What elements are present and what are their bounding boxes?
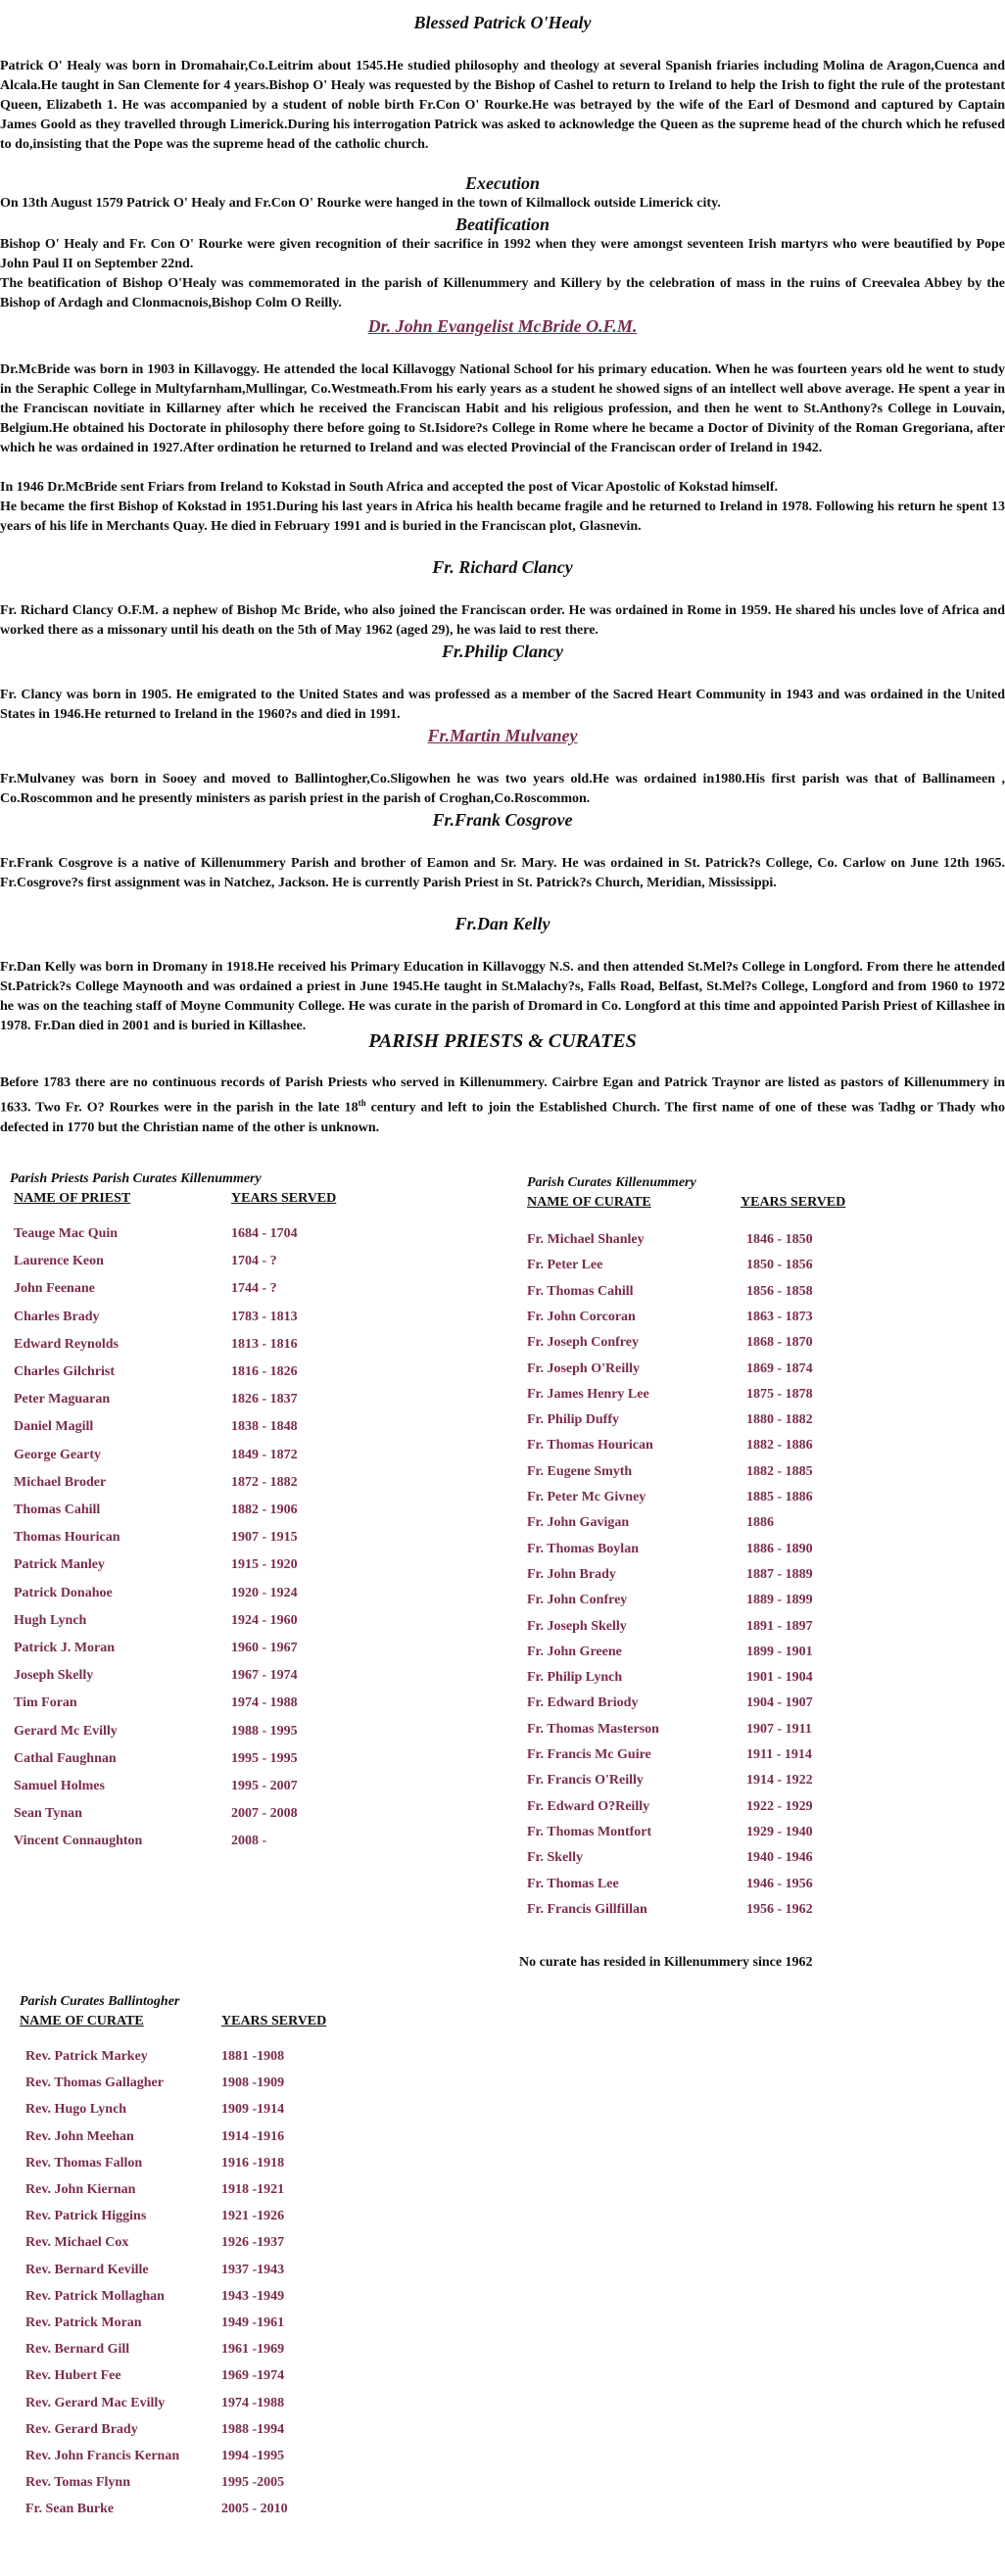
table-row-name: Fr. John Greene — [527, 1644, 622, 1659]
table-row-years: 1969 -1974 — [221, 2368, 285, 2384]
table-row-name: Teauge Mac Quin — [14, 1226, 119, 1241]
table-row-years: 1967 - 1974 — [231, 1668, 298, 1684]
mcbride-body-2: In 1946 Dr.McBride sent Friars from Ireland to Kokstad in South Africa and accepted the post of Vicar Apostolic of Kokstad himself. — [0, 480, 778, 495]
table-row-years: 1838 - 1848 — [231, 1419, 298, 1435]
table-row-name: Fr. Joseph O'Reilly — [527, 1360, 640, 1376]
table-row-name: Rev. Bernard Gill — [25, 2342, 130, 2358]
table-row-name: Tim Foran — [14, 1695, 77, 1711]
table-row-years: 1911 - 1914 — [746, 1747, 812, 1762]
table-row-name: Gerard Mc Evilly — [14, 1723, 118, 1739]
table-row-years: 1961 -1969 — [221, 2342, 285, 2358]
table-row-years: 1909 -1914 — [221, 2102, 285, 2118]
table-row-name: Joseph Skelly — [14, 1668, 94, 1684]
table-row-name: Fr. Thomas Cahill — [527, 1283, 634, 1299]
curates-col-years: YEARS SERVED — [741, 1195, 846, 1210]
table-row-years: 1783 - 1813 — [231, 1309, 298, 1324]
table-row-years: 1922 - 1929 — [746, 1798, 813, 1814]
table-row-years: 2008 - — [231, 1834, 267, 1849]
table-row-years: 1940 - 1946 — [746, 1850, 813, 1866]
table-row-name: Sean Tynan — [14, 1806, 82, 1822]
table-row-name: Rev. Hugo Lynch — [25, 2102, 127, 2118]
table-row-name: Rev. John Kiernan — [25, 2182, 136, 2197]
table-row-name: George Gearty — [14, 1447, 102, 1462]
table-row-years: 1846 - 1850 — [746, 1232, 813, 1247]
parish-body — [0, 1073, 1005, 1138]
table-row-years: 1875 - 1878 — [746, 1386, 813, 1402]
priests-table-title: Parish Priests Parish Curates Killenummery — [10, 1171, 262, 1186]
table-row-years: 1887 - 1889 — [746, 1566, 813, 1582]
table-row-name: Patrick Donahoe — [14, 1585, 113, 1600]
kelly-body: Fr.Dan Kelly was born in Dromany in 1918.He received his Primary Education in Killavoggy N.S. and then attended St.Mel?s College in Longford. From there he attended St.Patrick?s College Maynooth and was ordained a priest in June 1945.He taught in St.Malachy?s, Falls Road, Belfast, St.Mel?s College, Longford and from 1960 to 1972 he was on the teaching staff of Moyne Community College. He was curate in the parish of Dromard in Co. Longford at this time and appointed Parish Priest of Killashee in 1978. Fr.Dan died in 2001 and is buried in Killashee. — [0, 960, 1005, 1033]
table-row-name: Rev. Bernard Keville — [25, 2262, 149, 2277]
parish-body-part-a: Before 1783 there are no continuous records of Parish Priests who served in Killenummery. Cairbre Egan and Patrick Traynor are listed as pastors of Killenummery in 1633. Two Fr. O? Rourkes were in the parish in the late 18 — [0, 1075, 1005, 1116]
philip-body: Fr. Clancy was born in 1905. He emigrated to the United States and was professed as a member of the Sacred Heart Community in 1943 and was ordained in the United States in 1946.He returned to Ireland in the 1960?s and died in 1991. — [0, 688, 1005, 722]
table-row-name: Fr. Philip Duffy — [527, 1412, 619, 1428]
mulvaney-body: Fr.Mulvaney was born in Sooey and moved to Ballintogher,Co.Sligowhen he was two years old.He was ordained in1980.His first parish was that of Ballinameen , Co.Roscommon and he presently ministers as parish priest in the parish of Croghan,Co.Roscommon. — [0, 772, 1005, 806]
table-row-years: 1885 - 1886 — [746, 1490, 813, 1504]
table-row-years: 1914 -1916 — [221, 2128, 285, 2144]
table-row-name: Rev. Thomas Gallagher — [25, 2075, 164, 2091]
table-row-years: 1826 - 1837 — [231, 1392, 298, 1407]
curates-table-title: Parish Curates Killenummery — [527, 1175, 696, 1190]
table-row-years: 1891 - 1897 — [746, 1618, 813, 1634]
table-row-name: Fr. John Corcoran — [527, 1309, 636, 1324]
priests-col-years: YEARS SERVED — [231, 1191, 337, 1206]
table-row-name: Fr. Edward Briody — [527, 1695, 639, 1711]
table-row-name: Fr. Joseph Confrey — [527, 1335, 639, 1351]
table-row-name: Rev. John Francis Kernan — [25, 2449, 180, 2463]
clancy-title: Fr. Richard Clancy — [432, 557, 573, 577]
table-row-name: Fr. Francis Mc Guire — [527, 1747, 651, 1762]
mulvaney-title-link[interactable]: Fr.Martin Mulvaney — [427, 726, 578, 745]
execution-title: Execution — [464, 173, 540, 193]
curates-col-name: NAME OF CURATE — [527, 1195, 651, 1210]
table-row-name: Fr. John Gavigan — [527, 1515, 630, 1531]
table-row-name: Laurence Keon — [14, 1254, 104, 1269]
table-row-name: Rev. Tomas Flynn — [25, 2475, 130, 2491]
ballintogher-col-years: YEARS SERVED — [221, 2014, 327, 2028]
table-row-years: 1916 -1918 — [221, 2155, 285, 2171]
beatification-body-2: The beatification of Bishop O'Healy was commemorated in the parish of Killenummery and Killery by the celebration of mass in the ruins of Creevalea Abbey by the Bishop of Ardagh and Clonmacnois,Bishop Colm O Reilly. — [0, 276, 1005, 310]
table-row-name: Peter Maguaran — [14, 1392, 111, 1407]
beatification-title: Beatification — [455, 215, 550, 234]
table-row-name: Thomas Hourican — [14, 1530, 120, 1546]
table-row-years: 1926 -1937 — [221, 2235, 285, 2251]
table-row-name: Fr. Philip Lynch — [527, 1670, 623, 1686]
table-row-name: Fr. Thomas Lee — [527, 1876, 619, 1891]
table-row-years: 1918 -1921 — [221, 2182, 285, 2197]
table-row-years: 2005 - 2010 — [221, 2502, 288, 2517]
table-row-years: 1988 -1994 — [221, 2421, 285, 2437]
table-row-years: 1988 - 1995 — [231, 1723, 298, 1739]
table-row-name: John Feenane — [14, 1281, 95, 1297]
beatification-body-1: Bishop O' Healy and Fr. Con O' Rourke were given recognition of their sacrifice in 1992 when they were amongst seventeen Irish martyrs who were beautified by Pope John Paul II on September 22nd. — [0, 237, 1005, 271]
cosgrove-body: Fr.Frank Cosgrove is a native of Killenummery Parish and brother of Eamon and Sr. Mary. He was ordained in St. Patrick?s College, Co. Carlow on June 12th 1965. Fr.Cosgrove?s first assignment was in Natchez, Jackson. He is currently Parish Priest in St. Patrick?s Church, Meridian, Mississippi. — [0, 856, 1005, 890]
table-row-name: Fr. Thomas Montfort — [527, 1824, 652, 1839]
table-row-name: Cathal Faughnan — [14, 1750, 117, 1766]
table-row-years: 1907 - 1915 — [231, 1530, 298, 1546]
table-row-name: Samuel Holmes — [14, 1779, 105, 1793]
table-row-name: Rev. Thomas Fallon — [25, 2155, 143, 2171]
mcbride-title-link[interactable]: Dr. John Evangelist McBride O.F.M. — [367, 316, 638, 336]
table-row-years: 1915 - 1920 — [231, 1557, 298, 1573]
table-row-name: Fr. Joseph Skelly — [527, 1618, 627, 1634]
table-row-name: Fr. John Confrey — [527, 1593, 628, 1608]
table-row-name: Fr. Peter Mc Givney — [527, 1490, 646, 1504]
table-row-years: 1882 - 1886 — [746, 1438, 813, 1454]
table-row-years: 1880 - 1882 — [746, 1412, 813, 1428]
table-row-years: 1995 -2005 — [221, 2475, 285, 2491]
table-row-name: Fr. Thomas Hourican — [527, 1438, 653, 1454]
table-row-name: Patrick Manley — [14, 1557, 105, 1573]
table-row-name: Fr. Thomas Masterson — [527, 1721, 659, 1737]
table-row-name: Fr. Edward O?Reilly — [527, 1798, 650, 1814]
parish-title: PARISH PRIESTS & CURATES — [368, 1030, 637, 1052]
table-row-name: Michael Broder — [14, 1474, 107, 1490]
table-row-name: Hugh Lynch — [14, 1612, 87, 1628]
table-row-years: 1920 - 1924 — [231, 1585, 298, 1600]
table-row-name: Fr. Francis O'Reilly — [527, 1773, 644, 1789]
table-row-years: 1869 - 1874 — [746, 1360, 813, 1376]
table-row-years: 1882 - 1885 — [746, 1463, 813, 1479]
table-row-name: Edward Reynolds — [14, 1336, 119, 1352]
table-row-name: Rev. Michael Cox — [25, 2235, 129, 2251]
table-row-name: Charles Brady — [14, 1309, 100, 1324]
table-row-name: Charles Gilchrist — [14, 1364, 116, 1379]
table-row-years: 1937 -1943 — [221, 2262, 285, 2277]
execution-body: On 13th August 1579 Patrick O' Healy and Fr.Con O' Rourke were hanged in the town of Kilmallock outside Limerick city. — [0, 196, 721, 211]
table-row-years: 1921 -1926 — [221, 2209, 285, 2224]
table-row-years: 1994 -1995 — [221, 2449, 285, 2463]
table-row-years: 1856 - 1858 — [746, 1283, 813, 1299]
table-row-years: 1914 - 1922 — [746, 1773, 813, 1789]
table-row-name: Fr. James Henry Lee — [527, 1386, 649, 1402]
table-row-name: Fr. Peter Lee — [527, 1258, 603, 1273]
table-row-name: Fr. Thomas Boylan — [527, 1541, 639, 1556]
table-row-years: 1974 - 1988 — [231, 1695, 298, 1711]
table-row-name: Rev. Hubert Fee — [25, 2368, 121, 2384]
table-row-years: 1744 - ? — [231, 1281, 277, 1297]
table-row-years: 1904 - 1907 — [746, 1695, 813, 1711]
table-row-years: 1886 — [746, 1515, 774, 1531]
cosgrove-title: Fr.Frank Cosgrove — [432, 810, 573, 830]
table-row-name: Rev. Patrick Moran — [25, 2315, 142, 2330]
kelly-title: Fr.Dan Kelly — [455, 914, 550, 933]
table-row-years: 1995 - 1995 — [231, 1750, 298, 1766]
table-row-years: 1924 - 1960 — [231, 1612, 298, 1628]
table-row-years: 1816 - 1826 — [231, 1364, 298, 1379]
table-row-years: 1946 - 1956 — [746, 1876, 813, 1891]
table-row-years: 1704 - ? — [231, 1254, 277, 1269]
table-row-years: 1908 -1909 — [221, 2075, 285, 2091]
table-row-years: 1882 - 1906 — [231, 1503, 298, 1517]
table-row-years: 1850 - 1856 — [746, 1258, 813, 1273]
table-row-name: Rev. Patrick Mollaghan — [25, 2288, 165, 2304]
table-row-name: Patrick J. Moran — [14, 1641, 116, 1655]
table-row-years: 1943 -1949 — [221, 2288, 285, 2304]
healy-body: Patrick O' Healy was born in Dromahair,Co.Leitrim about 1545.He studied philosophy and theology at several Spanish friaries including Molina de Aragon,Cuenca and Alcala.He taught in San Clemente for 4 years.Bishop O' Healy was requested by the Bishop of Cashel to return to Ireland to help the Irish to fight the rule of the protestant Queen, Elizabeth 1. He was accompanied by a student of noble birth Fr.Con O' Rourke.He was betrayed by the wife of the Earl of Desmond and captured by Captain James Goold as they travelled through Limerick.During his interrogation Patrick was asked to acknowledge the Queen as the supreme head of the church which he refused to do,insisting that the Pope was the supreme head of the catholic church. — [0, 59, 1005, 152]
table-row-years: 1974 -1988 — [221, 2395, 285, 2410]
table-row-name: Fr. Michael Shanley — [527, 1232, 645, 1247]
table-row-name: Fr. Francis Gillfillan — [527, 1901, 647, 1917]
ballintogher-table-title: Parish Curates Ballintogher — [20, 1994, 180, 2009]
priests-col-name: NAME OF PRIEST — [14, 1191, 131, 1206]
ballintogher-col-name: NAME OF CURATE — [20, 2014, 144, 2028]
table-row-years: 1849 - 1872 — [231, 1447, 298, 1462]
curates-note: No curate has resided in Killenummery since 1962 — [519, 1955, 813, 1970]
table-row-years: 1899 - 1901 — [746, 1644, 813, 1659]
table-row-name: Fr. Skelly — [527, 1850, 584, 1866]
table-row-years: 1907 - 1911 — [746, 1721, 812, 1737]
table-row-name: Rev. Patrick Higgins — [25, 2209, 147, 2224]
clancy-body: Fr. Richard Clancy O.F.M. a nephew of Bishop Mc Bride, who also joined the Franciscan order. He was ordained in Rome in 1959. He shared his uncles love of Africa and worked there as a missonary until his death on the 5th of May 1962 (aged 29), he was laid to rest there. — [0, 603, 1005, 638]
table-row-name: Rev. Gerard Mac Evilly — [25, 2395, 166, 2410]
table-row-years: 1929 - 1940 — [746, 1824, 813, 1839]
table-row-name: Fr. Sean Burke — [25, 2502, 115, 2517]
table-row-years: 1949 -1961 — [221, 2315, 285, 2330]
mcbride-body-1: Dr.McBride was born in 1903 in Killavoggy. He attended the local Killavoggy National School for his primary education. When he was fourteen years old he went to study in the Seraphic College in Multyfarnham,Mullingar, Co.Westmeath.From his early years as a student he showed signs of an intellect well above average. He spent a year in the Franciscan novitiate in Killarney after which he received the Franciscan Habit and his religious profession, and then he went to St.Anthony?s College in Louvain, Belgium.He obtained his Doctorate in philosophy there before going to St.Isidore?s College in Rome where he became a Doctor of Divinity of the Roman Gregoriana, after which he was ordained in 1927.After ordination he returned to Ireland and was elected Provincial of the Franciscan order of Ireland in 1942. — [0, 362, 1005, 455]
table-row-years: 1886 - 1890 — [746, 1541, 813, 1556]
table-row-years: 1889 - 1899 — [746, 1593, 813, 1608]
table-row-name: Vincent Connaughton — [14, 1834, 143, 1849]
table-row-name: Fr. John Brady — [527, 1566, 616, 1582]
table-row-years: 1868 - 1870 — [746, 1335, 813, 1351]
table-row-years: 1960 - 1967 — [231, 1641, 298, 1655]
parish-body-part-b: century and left to join the Established Church. The first name of one of these was Tadhg or Thady who defected in 1770 but the Christian name of the other is unknown. — [0, 1100, 1005, 1135]
parish-body-sup: th — [358, 1098, 366, 1108]
table-row-years: 1995 - 2007 — [231, 1779, 298, 1793]
table-row-years: 1956 - 1962 — [746, 1901, 813, 1917]
mcbride-body-3: He became the first Bishop of Kokstad in 1951.During his last years in Africa his health became fragile and he returned to Ireland in 1978. Following his return he spent 13 years of his life in Merchants Quay. He died in February 1991 and is buried in the Franciscan plot, Glasnevin. — [0, 500, 1005, 534]
table-row-years: 1901 - 1904 — [746, 1670, 813, 1686]
philip-title: Fr.Philip Clancy — [441, 642, 564, 661]
table-row-years: 1863 - 1873 — [746, 1309, 813, 1324]
table-row-name: Rev. John Meehan — [25, 2128, 134, 2144]
healy-title: Blessed Patrick O'Healy — [413, 13, 592, 32]
table-row-name: Thomas Cahill — [14, 1503, 101, 1517]
table-row-name: Rev. Patrick Markey — [25, 2049, 148, 2064]
table-row-years: 1881 -1908 — [221, 2049, 285, 2064]
table-row-name: Rev. Gerard Brady — [25, 2421, 138, 2437]
table-row-years: 1813 - 1816 — [231, 1336, 298, 1352]
table-row-years: 1684 - 1704 — [231, 1226, 298, 1241]
table-row-name: Fr. Eugene Smyth — [527, 1463, 633, 1479]
table-row-years: 1872 - 1882 — [231, 1474, 298, 1490]
table-row-name: Daniel Magill — [14, 1419, 94, 1435]
table-row-years: 2007 - 2008 — [231, 1806, 298, 1822]
